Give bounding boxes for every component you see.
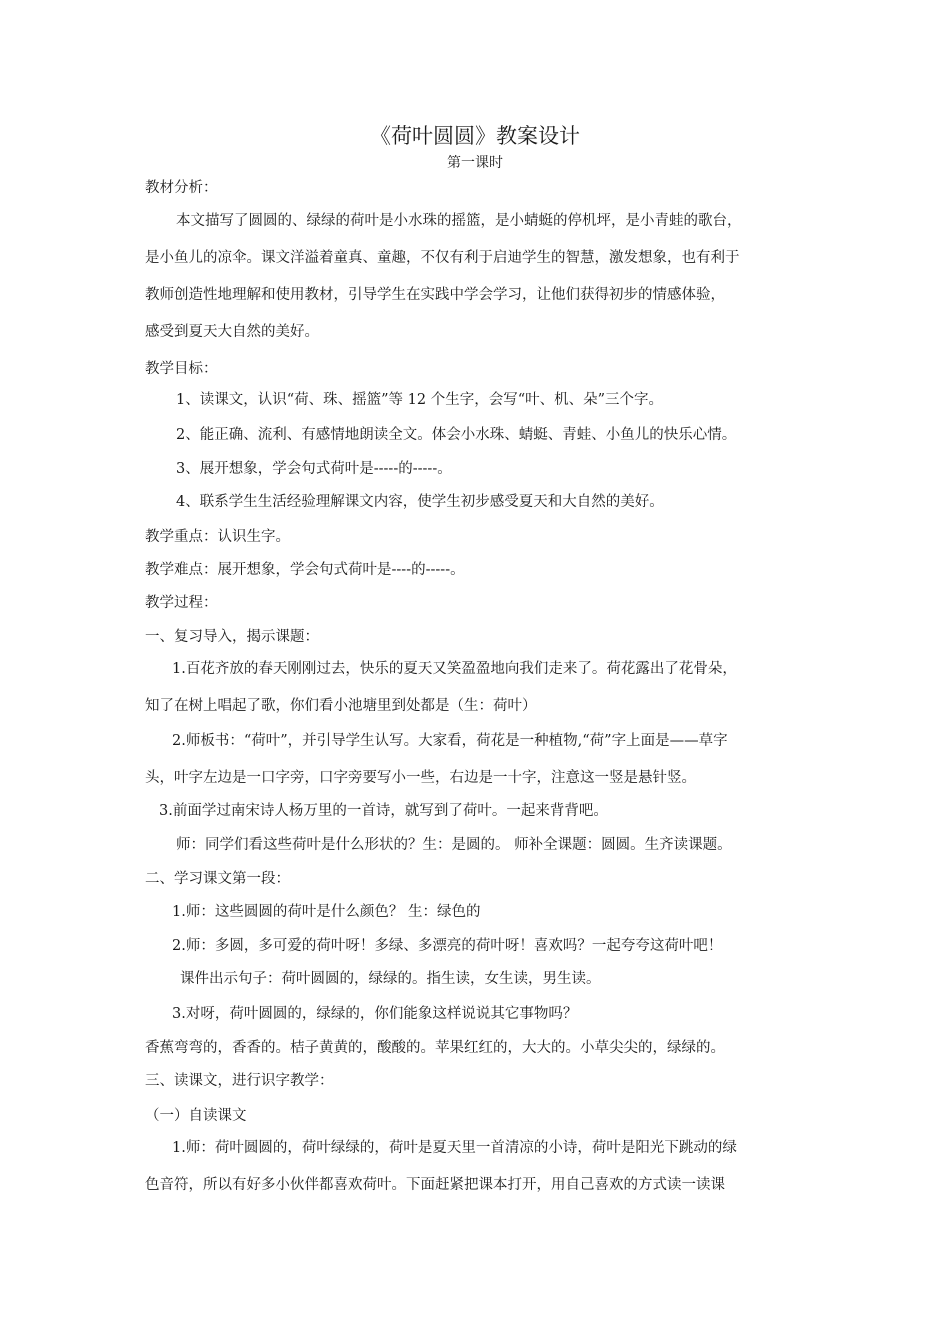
paragraph-line: 1.师：荷叶圆圆的，荷叶绿绿的，荷叶是夏天里一首清凉的小诗，荷叶是阳光下跳动的绿 xyxy=(172,1140,737,1156)
paragraph-line: 3.前面学过南宋诗人杨万里的一首诗，就写到了荷叶。一起来背背吧。 xyxy=(159,803,608,819)
document-title: 《荷叶圆圆》教案设计 xyxy=(370,124,580,148)
difficult-point: 教学难点：展开想象，学会句式荷叶是----的-----。 xyxy=(145,562,465,578)
step-heading: 三、读课文，进行识字教学： xyxy=(145,1073,334,1089)
paragraph-line: 教师创造性地理解和使用教材，引导学生在实践中学会学习，让他们获得初步的情感体验， xyxy=(145,287,725,303)
paragraph-line: 香蕉弯弯的，香香的。桔子黄黄的，酸酸的。苹果红红的，大大的。小草尖尖的，绿绿的。 xyxy=(145,1040,725,1056)
section-heading-analysis: 教材分析： xyxy=(145,180,218,196)
goal-item: 1、读课文，认识“荷、珠、摇篮”等 12 个生字，会写“叶、机、朵”三个字。 xyxy=(176,392,664,408)
paragraph-line: 2.师板书：“荷叶”，并引导学生认写。大家看，荷花是一种植物,“荷”字上面是——草字 xyxy=(172,733,728,749)
section-heading-goals: 教学目标： xyxy=(145,361,218,377)
step-heading: 一、复习导入，揭示课题： xyxy=(145,629,319,645)
document-subtitle: 第一课时 xyxy=(447,155,503,171)
paragraph-line: 1.百花齐放的春天刚刚过去，快乐的夏天又笑盈盈地向我们走来了。荷花露出了花骨朵， xyxy=(172,661,737,677)
paragraph-line: 本文描写了圆圆的、绿绿的荷叶是小水珠的摇篮，是小蜻蜓的停机坪，是小青蛙的歌台， xyxy=(176,213,742,229)
step-heading: 二、学习课文第一段： xyxy=(145,871,290,887)
key-point: 教学重点：认识生字。 xyxy=(145,529,290,545)
goal-item: 3、展开想象，学会句式荷叶是-----的-----。 xyxy=(176,461,452,477)
section-heading-process: 教学过程： xyxy=(145,595,218,611)
paragraph-line: 是小鱼儿的凉伞。课文洋溢着童真、童趣，不仅有利于启迪学生的智慧，激发想象，也有利于 xyxy=(145,250,740,266)
paragraph-line: 知了在树上唱起了歌，你们看小池塘里到处都是（生：荷叶） xyxy=(145,698,537,714)
paragraph-line: 3.对呀，荷叶圆圆的，绿绿的，你们能象这样说说其它事物吗？ xyxy=(172,1006,578,1022)
paragraph-line: 课件出示句子：荷叶圆圆的，绿绿的。指生读，女生读，男生读。 xyxy=(180,971,601,987)
paragraph-line: 感受到夏天大自然的美好。 xyxy=(145,324,319,340)
goal-item: 4、联系学生生活经验理解课文内容，使学生初步感受夏天和大自然的美好。 xyxy=(176,494,664,510)
paragraph-line: 色音符，所以有好多小伙伴都喜欢荷叶。下面赶紧把课本打开，用自己喜欢的方式读一读课 xyxy=(145,1177,725,1193)
goal-item: 2、能正确、流利、有感情地朗读全文。体会小水珠、蜻蜓、青蛙、小鱼儿的快乐心情。 xyxy=(176,427,737,443)
paragraph-line: 2.师：多圆，多可爱的荷叶呀！多绿、多漂亮的荷叶呀！喜欢吗？一起夸夸这荷叶吧！ xyxy=(172,938,723,954)
paragraph-line: 头，叶字左边是一口字旁，口字旁要写小一些，右边是一十字，注意这一竖是悬针竖。 xyxy=(145,770,696,786)
sub-step-heading: （一）自读课文 xyxy=(145,1108,247,1124)
paragraph-line: 师：同学们看这些荷叶是什么形状的？生：是圆的。 师补全课题：圆圆。生齐读课题。 xyxy=(176,837,732,853)
paragraph-line: 1.师：这些圆圆的荷叶是什么颜色？ 生：绿色的 xyxy=(172,904,481,920)
